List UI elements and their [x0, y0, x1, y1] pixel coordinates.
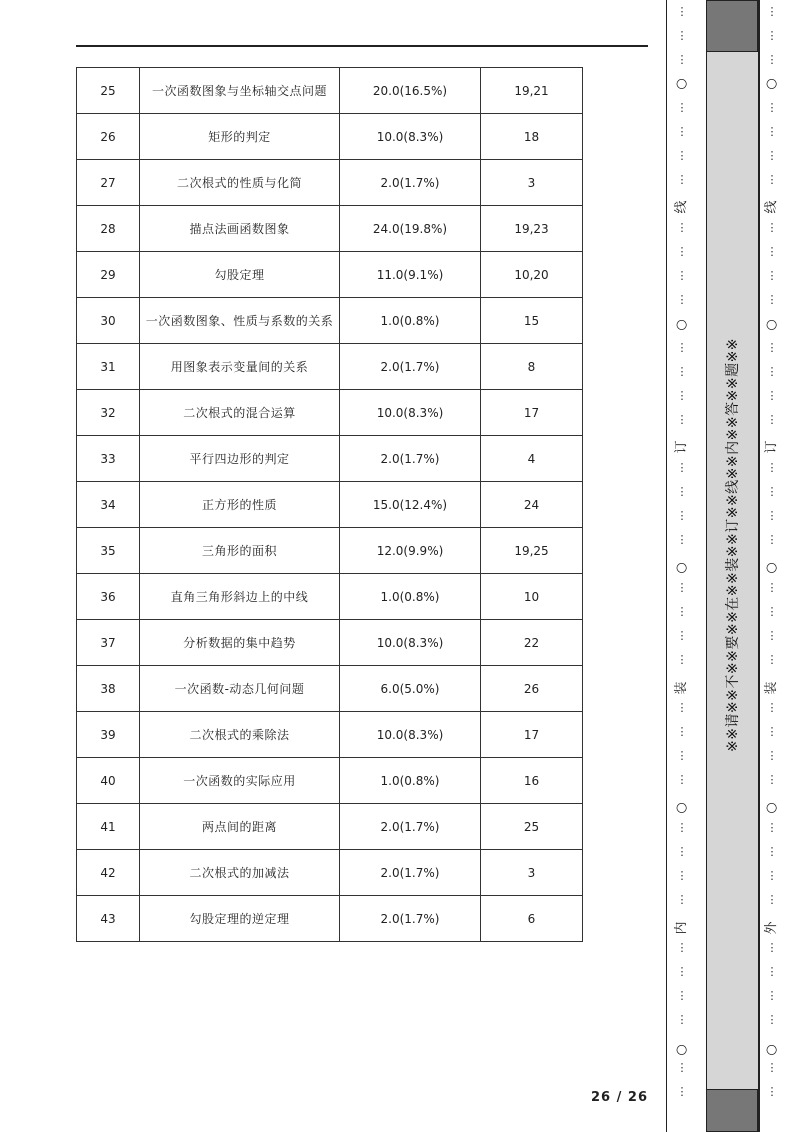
score-percent: 2.0(1.7%): [340, 804, 481, 850]
row-number: 38: [77, 666, 140, 712]
question-numbers: 17: [481, 390, 583, 436]
table-row: [77, 666, 583, 712]
row-number: 39: [77, 712, 140, 758]
binding-marker: ○: [674, 319, 689, 331]
binding-dots: ⋮: [766, 989, 778, 1002]
binding-dots: ⋮: [676, 605, 688, 618]
binding-dots: ⋮: [766, 293, 778, 306]
knowledge-point: 两点间的距离: [140, 804, 340, 850]
binding-dots: ⋮: [766, 53, 778, 66]
row-number: 41: [77, 804, 140, 850]
binding-dots: ⋮: [766, 173, 778, 186]
binding-dots: ⋮: [766, 1085, 778, 1098]
binding-dots: ⋮: [766, 245, 778, 258]
binding-dots: ⋮: [676, 125, 688, 138]
table-row: [77, 804, 583, 850]
knowledge-point: 矩形的判定: [140, 114, 340, 160]
row-number: 29: [77, 252, 140, 298]
binding-dots: ⋮: [676, 893, 688, 906]
row-number: 26: [77, 114, 140, 160]
binding-marker: 装: [674, 681, 689, 695]
binding-dots: ⋮: [766, 149, 778, 162]
table-row: [77, 850, 583, 896]
table-row: [77, 528, 583, 574]
table-row: [77, 436, 583, 482]
knowledge-point-table: [76, 67, 583, 942]
score-percent: 2.0(1.7%): [340, 344, 481, 390]
score-percent: 10.0(8.3%): [340, 390, 481, 436]
binding-line-inner: [672, 0, 692, 1132]
table-row: [77, 298, 583, 344]
binding-dots: ⋮: [676, 293, 688, 306]
knowledge-point: 二次根式的混合运算: [140, 390, 340, 436]
row-number: 40: [77, 758, 140, 804]
binding-dots: ⋮: [766, 749, 778, 762]
binding-dots: ⋮: [676, 701, 688, 714]
binding-dots: ⋮: [766, 629, 778, 642]
binding-dots: ⋮: [766, 1013, 778, 1026]
row-number: 43: [77, 896, 140, 942]
row-number: 36: [77, 574, 140, 620]
question-numbers: 19,23: [481, 206, 583, 252]
row-number: 30: [77, 298, 140, 344]
knowledge-point: 平行四边形的判定: [140, 436, 340, 482]
binding-marker: 内: [674, 921, 689, 935]
question-numbers: 6: [481, 896, 583, 942]
question-numbers: 26: [481, 666, 583, 712]
binding-dots: ⋮: [676, 725, 688, 738]
table-row: [77, 390, 583, 436]
table-row: [77, 574, 583, 620]
page-number: 26 / 26: [591, 1090, 648, 1105]
binding-marker: ○: [764, 802, 779, 814]
binding-dots: ⋮: [676, 1061, 688, 1074]
binding-dots: ⋮: [676, 773, 688, 786]
binding-dots: ⋮: [766, 941, 778, 954]
binding-dots: ⋮: [766, 389, 778, 402]
score-percent: 1.0(0.8%): [340, 574, 481, 620]
binding-marker: 线: [674, 200, 689, 214]
binding-dots: ⋮: [676, 341, 688, 354]
binding-dots: ⋮: [766, 869, 778, 882]
row-number: 25: [77, 68, 140, 114]
knowledge-point: 用图象表示变量间的关系: [140, 344, 340, 390]
score-percent: 1.0(0.8%): [340, 758, 481, 804]
binding-dots: ⋮: [766, 365, 778, 378]
knowledge-point: 勾股定理: [140, 252, 340, 298]
binding-dots: ⋮: [766, 413, 778, 426]
score-percent: 12.0(9.9%): [340, 528, 481, 574]
binding-dots: ⋮: [676, 629, 688, 642]
binding-dots: ⋮: [676, 149, 688, 162]
binding-dots: ⋮: [766, 341, 778, 354]
knowledge-point: 描点法画函数图象: [140, 206, 340, 252]
row-number: 37: [77, 620, 140, 666]
question-numbers: 19,25: [481, 528, 583, 574]
score-percent: 24.0(19.8%): [340, 206, 481, 252]
binding-marker: 订: [674, 440, 689, 454]
binding-dots: ⋮: [766, 101, 778, 114]
binding-line-outer: [762, 0, 782, 1132]
binding-line-right: [758, 0, 759, 1132]
binding-dots: ⋮: [766, 29, 778, 42]
table-row: [77, 758, 583, 804]
row-number: 33: [77, 436, 140, 482]
binding-dots: ⋮: [676, 941, 688, 954]
binding-marker: ○: [674, 802, 689, 814]
binding-marker: ○: [674, 78, 689, 90]
question-numbers: 10,20: [481, 252, 583, 298]
knowledge-point: 直角三角形斜边上的中线: [140, 574, 340, 620]
binding-dots: ⋮: [676, 509, 688, 522]
binding-dots: ⋮: [766, 605, 778, 618]
knowledge-point: 二次根式的性质与化简: [140, 160, 340, 206]
binding-dots: ⋮: [676, 869, 688, 882]
binding-dots: ⋮: [676, 845, 688, 858]
binding-marker: ○: [764, 319, 779, 331]
question-numbers: 22: [481, 620, 583, 666]
binding-dots: ⋮: [676, 53, 688, 66]
binding-dots: ⋮: [766, 821, 778, 834]
binding-dots: ⋮: [766, 269, 778, 282]
binding-dots: ⋮: [676, 1013, 688, 1026]
question-numbers: 4: [481, 436, 583, 482]
binding-dots: ⋮: [676, 173, 688, 186]
binding-dots: ⋮: [766, 461, 778, 474]
binding-dots: ⋮: [676, 389, 688, 402]
question-numbers: 15: [481, 298, 583, 344]
binding-dots: ⋮: [676, 965, 688, 978]
binding-marker: ○: [674, 1044, 689, 1056]
question-numbers: 3: [481, 160, 583, 206]
binding-dots: ⋮: [676, 365, 688, 378]
binding-dots: ⋮: [766, 125, 778, 138]
binding-dots: ⋮: [766, 893, 778, 906]
question-numbers: 19,21: [481, 68, 583, 114]
binding-dots: ⋮: [766, 509, 778, 522]
row-number: 31: [77, 344, 140, 390]
question-numbers: 8: [481, 344, 583, 390]
binding-dots: ⋮: [766, 725, 778, 738]
table-row: [77, 712, 583, 758]
question-numbers: 25: [481, 804, 583, 850]
binding-marker: 装: [764, 681, 779, 695]
knowledge-point: 一次函数的实际应用: [140, 758, 340, 804]
row-number: 34: [77, 482, 140, 528]
knowledge-point: 勾股定理的逆定理: [140, 896, 340, 942]
binding-dots: ⋮: [766, 653, 778, 666]
binding-dots: ⋮: [766, 533, 778, 546]
binding-dots: ⋮: [676, 821, 688, 834]
binding-marker: 线: [764, 200, 779, 214]
binding-dots: ⋮: [676, 1085, 688, 1098]
binding-line-left: [666, 0, 667, 1132]
table-row: [77, 482, 583, 528]
score-percent: 2.0(1.7%): [340, 896, 481, 942]
table-row: [77, 620, 583, 666]
question-numbers: 24: [481, 482, 583, 528]
binding-marker: 外: [764, 921, 779, 935]
knowledge-point: 一次函数图象、性质与系数的关系: [140, 298, 340, 344]
binding-dots: ⋮: [766, 221, 778, 234]
binding-marker: ○: [764, 1044, 779, 1056]
binding-dots: ⋮: [676, 533, 688, 546]
row-number: 42: [77, 850, 140, 896]
table-row: [77, 896, 583, 942]
score-percent: 1.0(0.8%): [340, 298, 481, 344]
binding-marker: 订: [764, 440, 779, 454]
question-numbers: 16: [481, 758, 583, 804]
binding-marker: ○: [764, 78, 779, 90]
binding-dots: ⋮: [766, 845, 778, 858]
score-percent: 10.0(8.3%): [340, 114, 481, 160]
question-numbers: 18: [481, 114, 583, 160]
binding-block-bottom: [706, 1089, 758, 1132]
table-row: [77, 252, 583, 298]
binding-warning-text: ※※请※※不※※要※※在※※装※※订※※线※※内※※答※※题※※: [725, 337, 741, 753]
question-numbers: 10: [481, 574, 583, 620]
binding-dots: ⋮: [676, 581, 688, 594]
table-row: [77, 206, 583, 252]
table-row: [77, 160, 583, 206]
binding-block-top: [706, 0, 758, 52]
binding-dots: ⋮: [766, 773, 778, 786]
knowledge-point: 二次根式的乘除法: [140, 712, 340, 758]
knowledge-point: 一次函数图象与坐标轴交点问题: [140, 68, 340, 114]
score-percent: 6.0(5.0%): [340, 666, 481, 712]
binding-dots: ⋮: [676, 29, 688, 42]
score-percent: 20.0(16.5%): [340, 68, 481, 114]
header-rule: [76, 45, 648, 47]
row-number: 27: [77, 160, 140, 206]
binding-dots: ⋮: [676, 413, 688, 426]
score-percent: 2.0(1.7%): [340, 850, 481, 896]
row-number: 28: [77, 206, 140, 252]
binding-dots: ⋮: [676, 749, 688, 762]
binding-dots: ⋮: [676, 245, 688, 258]
binding-dots: ⋮: [766, 701, 778, 714]
score-percent: 2.0(1.7%): [340, 436, 481, 482]
binding-marker: ○: [674, 562, 689, 574]
binding-dots: ⋮: [676, 5, 688, 18]
knowledge-point: 分析数据的集中趋势: [140, 620, 340, 666]
score-percent: 11.0(9.1%): [340, 252, 481, 298]
score-percent: 15.0(12.4%): [340, 482, 481, 528]
binding-dots: ⋮: [676, 485, 688, 498]
binding-dots: ⋮: [766, 965, 778, 978]
knowledge-point: 正方形的性质: [140, 482, 340, 528]
knowledge-point: 二次根式的加减法: [140, 850, 340, 896]
table-row: [77, 68, 583, 114]
binding-dots: ⋮: [676, 101, 688, 114]
binding-dots: ⋮: [676, 269, 688, 282]
knowledge-point: 三角形的面积: [140, 528, 340, 574]
question-numbers: 3: [481, 850, 583, 896]
table-row: [77, 114, 583, 160]
row-number: 35: [77, 528, 140, 574]
row-number: 32: [77, 390, 140, 436]
binding-dots: ⋮: [766, 581, 778, 594]
binding-dots: ⋮: [676, 989, 688, 1002]
score-percent: 10.0(8.3%): [340, 712, 481, 758]
score-percent: 2.0(1.7%): [340, 160, 481, 206]
score-percent: 10.0(8.3%): [340, 620, 481, 666]
binding-dots: ⋮: [676, 653, 688, 666]
binding-marker: ○: [764, 562, 779, 574]
binding-dots: ⋮: [676, 461, 688, 474]
question-numbers: 17: [481, 712, 583, 758]
binding-dots: ⋮: [766, 485, 778, 498]
knowledge-point: 一次函数-动态几何问题: [140, 666, 340, 712]
binding-dots: ⋮: [766, 5, 778, 18]
binding-dots: ⋮: [766, 1061, 778, 1074]
table-row: [77, 344, 583, 390]
binding-dots: ⋮: [676, 221, 688, 234]
